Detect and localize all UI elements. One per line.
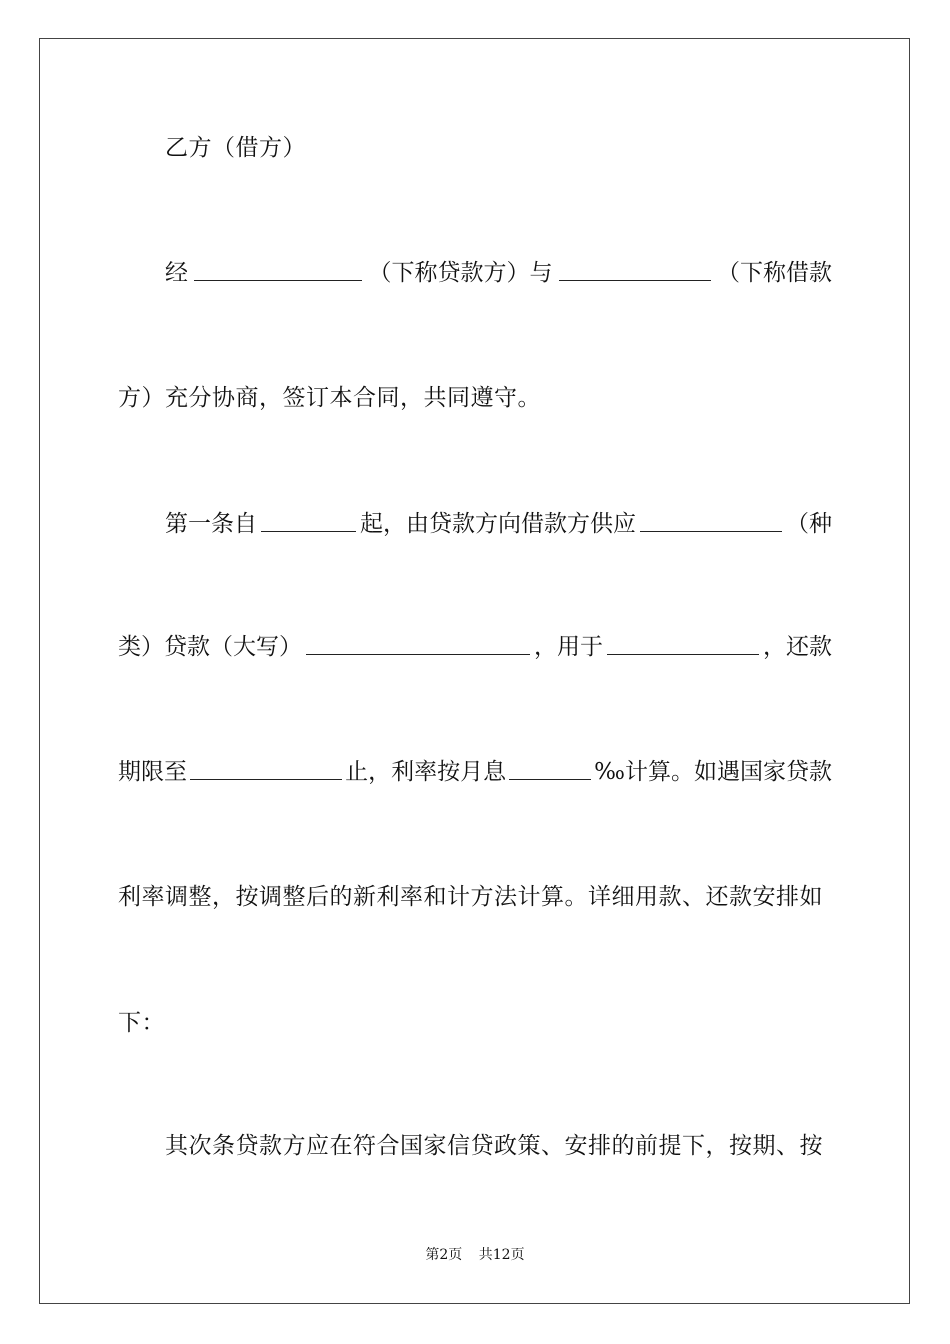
text-segment: （下称借款 bbox=[717, 260, 832, 286]
page-border bbox=[39, 38, 910, 1304]
blank-loan-type-field[interactable] bbox=[640, 509, 782, 532]
blank-repayment-date-field[interactable] bbox=[190, 757, 342, 780]
text-segment: （下称贷款方）与 bbox=[368, 260, 553, 286]
text-line-9 bbox=[165, 1131, 832, 1161]
blank-purpose-field[interactable] bbox=[607, 632, 759, 655]
blank-amount-field[interactable] bbox=[306, 632, 530, 655]
text-line-7 bbox=[118, 882, 832, 912]
page-footer bbox=[0, 1245, 950, 1265]
text-segment: 利率调整，按调整后的新利率和计方法计算。详细用款、还款安排如 bbox=[118, 884, 823, 910]
text-segment: 止，利率按月息 bbox=[345, 759, 507, 785]
text-line-8 bbox=[118, 1008, 832, 1038]
text-line-5 bbox=[118, 632, 832, 662]
blank-lender-field[interactable] bbox=[194, 258, 362, 281]
text-segment: 经 bbox=[165, 260, 188, 286]
article-2-text: 其次条贷款方应在符合国家信贷政策、安排的前提下，按期、按 bbox=[165, 1133, 823, 1159]
text-segment: ，还款 bbox=[763, 634, 832, 660]
blank-interest-rate-field[interactable] bbox=[509, 757, 591, 780]
text-segment: （种 bbox=[786, 511, 832, 537]
text-segment: 类）贷款（大写） bbox=[118, 634, 302, 660]
blank-start-date-field[interactable] bbox=[261, 509, 356, 532]
text-segment: ，用于 bbox=[534, 634, 603, 660]
text-line-3 bbox=[118, 383, 832, 413]
blank-borrower-field[interactable] bbox=[559, 258, 711, 281]
text-segment: 期限至 bbox=[118, 759, 187, 785]
text-line-2 bbox=[165, 258, 832, 288]
page-total: 共12页 bbox=[478, 1247, 525, 1263]
text-segment: 下： bbox=[118, 1010, 165, 1036]
party-b-label: 乙方（借方） bbox=[165, 135, 306, 161]
text-segment: 方）充分协商，签订本合同，共同遵守。 bbox=[118, 385, 541, 411]
article-1-label: 第一条自 bbox=[165, 511, 257, 537]
text-line-4 bbox=[165, 509, 832, 539]
text-line-1 bbox=[165, 133, 879, 163]
page-number: 第2页 bbox=[425, 1247, 463, 1263]
text-segment: 起，由贷款方向借款方供应 bbox=[360, 511, 636, 537]
text-segment: ‰计算。如遇国家贷款 bbox=[594, 759, 832, 785]
text-line-6 bbox=[118, 757, 832, 787]
